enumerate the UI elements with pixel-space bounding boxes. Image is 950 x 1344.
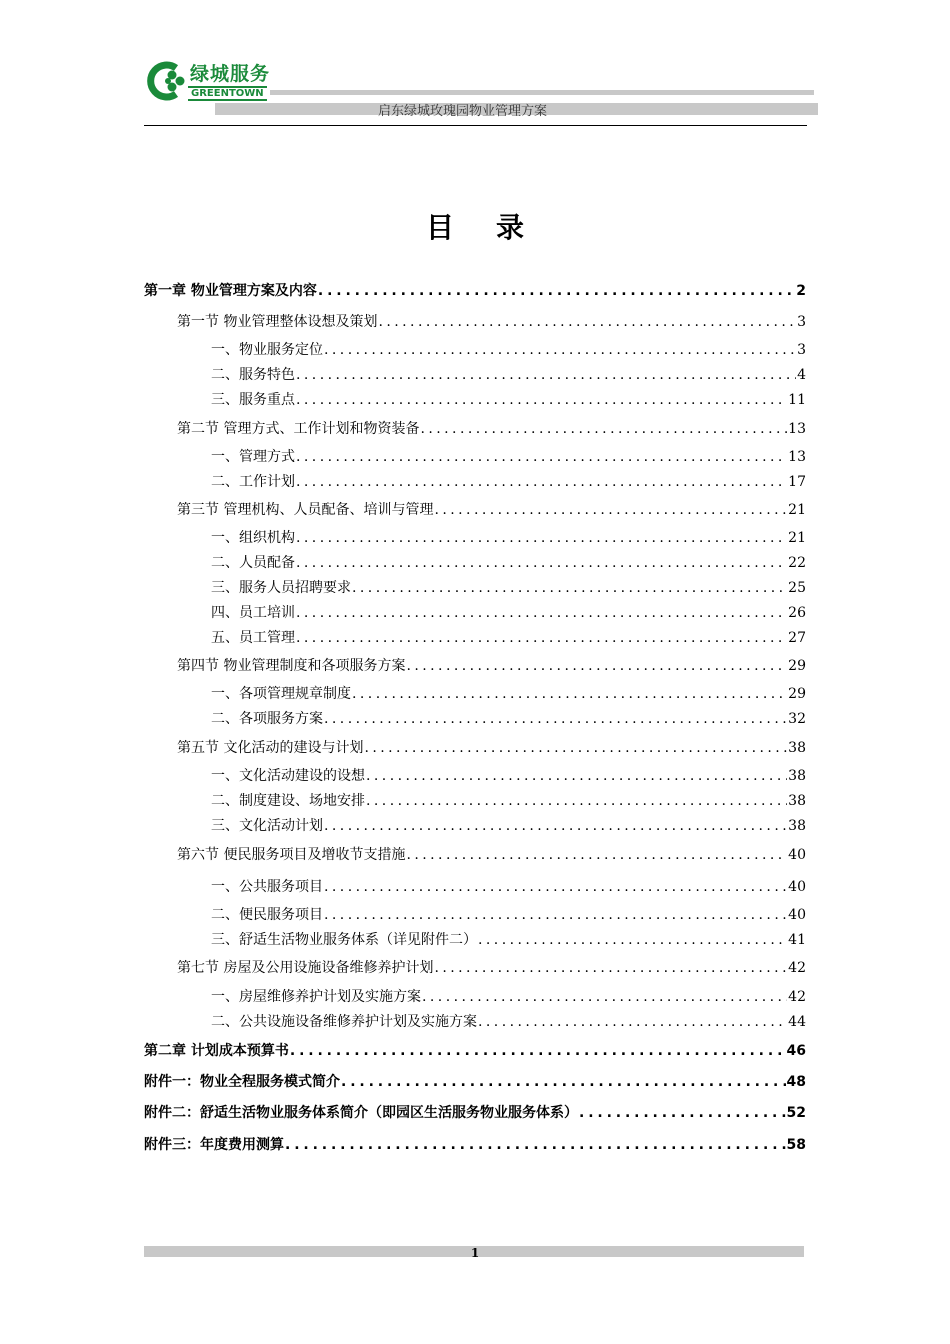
toc-leader-dots xyxy=(405,656,787,676)
toc-entry[interactable] xyxy=(177,312,806,332)
toc-entry-label: 四、员工培训 xyxy=(211,605,295,621)
toc-entry-page: 46 xyxy=(786,1043,806,1059)
toc-entry-page: 38 xyxy=(788,793,806,809)
toc-entry-label: 第五节 文化活动的建设与计划 xyxy=(177,740,364,756)
toc-entry[interactable] xyxy=(211,603,806,623)
toc-entry-label: 第一章 物业管理方案及内容 xyxy=(144,283,317,299)
toc-entry[interactable] xyxy=(211,628,806,648)
toc-leader-dots xyxy=(323,816,787,836)
toc-entry[interactable] xyxy=(144,1041,806,1061)
toc-entry-label: 三、文化活动计划 xyxy=(211,818,323,834)
toc-entry-page: 3 xyxy=(797,342,806,358)
toc-entry-page: 58 xyxy=(786,1137,806,1153)
toc-entry-label: 一、房屋维修养护计划及实施方案 xyxy=(211,989,421,1005)
toc-entry-label: 第一节 物业管理整体设想及策划 xyxy=(177,314,378,330)
toc-entry-label: 二、服务特色 xyxy=(211,367,295,383)
toc-entry[interactable] xyxy=(211,528,806,548)
toc-entry-page: 38 xyxy=(788,740,806,756)
toc-entry-label: 二、人员配备 xyxy=(211,555,295,571)
toc-entry-page: 42 xyxy=(788,989,806,1005)
toc-entry-page: 17 xyxy=(788,474,806,490)
toc-entry-page: 4 xyxy=(797,367,806,383)
toc-entry-page: 22 xyxy=(788,555,806,571)
toc-entry[interactable] xyxy=(211,791,806,811)
toc-title: 目录 xyxy=(425,211,566,244)
toc-leader-dots xyxy=(295,447,787,467)
toc-entry-page: 29 xyxy=(788,658,806,674)
toc-entry[interactable] xyxy=(211,1012,806,1032)
toc-entry[interactable] xyxy=(211,987,806,1007)
toc-entry-label: 二、各项服务方案 xyxy=(211,711,323,727)
toc-leader-dots xyxy=(295,528,787,548)
toc-entry-label: 一、公共服务项目 xyxy=(211,879,323,895)
toc-leader-dots xyxy=(405,845,787,865)
toc-entry-page: 3 xyxy=(797,314,806,330)
toc-entry[interactable] xyxy=(144,1135,806,1155)
toc-entry[interactable] xyxy=(211,766,806,786)
toc-entry-label: 第二章 计划成本预算书 xyxy=(144,1043,289,1059)
toc-entry-page: 21 xyxy=(788,502,806,518)
toc-entry[interactable] xyxy=(211,472,806,492)
toc-leader-dots xyxy=(363,738,787,758)
toc-entry-label: 二、便民服务项目 xyxy=(211,907,323,923)
toc-leader-dots xyxy=(365,766,787,786)
toc-leader-dots xyxy=(295,628,787,648)
toc-leader-dots xyxy=(477,930,787,950)
toc-leader-dots xyxy=(323,877,787,897)
clover-logo-icon xyxy=(146,60,188,102)
toc-leader-dots xyxy=(365,791,787,811)
toc-entry-label: 一、物业服务定位 xyxy=(211,342,323,358)
toc-leader-dots xyxy=(295,603,787,623)
toc-entry-page: 40 xyxy=(788,879,806,895)
toc-leader-dots xyxy=(323,709,787,729)
toc-entry-label: 第六节 便民服务项目及增收节支措施 xyxy=(177,847,406,863)
toc-entry-label: 一、管理方式 xyxy=(211,449,295,465)
toc-entry[interactable] xyxy=(177,845,806,865)
toc-entry[interactable] xyxy=(211,390,806,410)
toc-entry[interactable] xyxy=(177,958,806,978)
toc-entry-label: 第二节 管理方式、工作计划和物资装备 xyxy=(177,421,420,437)
toc-entry-label: 三、舒适生活物业服务体系（详见附件二） xyxy=(211,932,477,948)
toc-entry-page: 42 xyxy=(788,960,806,976)
toc-leader-dots xyxy=(351,684,787,704)
toc-entry-page: 26 xyxy=(788,605,806,621)
toc-entry-page: 13 xyxy=(788,449,806,465)
toc-entry[interactable] xyxy=(144,1072,806,1092)
toc-entry-page: 44 xyxy=(788,1014,806,1030)
toc-entry-label: 二、制度建设、场地安排 xyxy=(211,793,365,809)
toc-entry-page: 40 xyxy=(788,847,806,863)
toc-entry-label: 三、服务重点 xyxy=(211,392,295,408)
toc-leader-dots xyxy=(317,281,795,301)
toc-leader-dots xyxy=(421,987,787,1007)
toc-entry[interactable] xyxy=(211,877,806,897)
toc-leader-dots xyxy=(323,905,787,925)
toc-entry-page: 48 xyxy=(786,1074,806,1090)
toc-entry-label: 附件一：物业全程服务模式简介 xyxy=(144,1074,340,1090)
logo-text: 绿城服务 xyxy=(190,63,271,85)
toc-entry[interactable] xyxy=(177,500,806,520)
greentown-logo xyxy=(146,58,276,104)
header-document-title: 启东绿城玫瑰园物业管理方案 xyxy=(378,104,548,119)
toc-leader-dots xyxy=(340,1072,786,1092)
toc-entry-page: 38 xyxy=(788,818,806,834)
toc-entry[interactable] xyxy=(211,578,806,598)
toc-leader-dots xyxy=(419,419,787,439)
header-bar-top xyxy=(270,90,814,95)
toc-entry-page: 32 xyxy=(788,711,806,727)
toc-entry[interactable] xyxy=(211,930,806,950)
toc-entry[interactable] xyxy=(211,905,806,925)
toc-entry[interactable] xyxy=(211,340,806,360)
toc-leader-dots xyxy=(295,472,787,492)
toc-leader-dots xyxy=(433,958,787,978)
toc-leader-dots xyxy=(289,1041,786,1061)
toc-entry-label: 第七节 房屋及公用设施设备维修养护计划 xyxy=(177,960,434,976)
toc-entry-label: 一、组织机构 xyxy=(211,530,295,546)
toc-entry-label: 一、各项管理规章制度 xyxy=(211,686,351,702)
toc-entry-page: 25 xyxy=(788,580,806,596)
toc-entry-page: 13 xyxy=(788,421,806,437)
toc-leader-dots xyxy=(351,578,787,598)
toc-entry-label: 附件二：舒适生活物业服务体系简介（即园区生活服务物业服务体系） xyxy=(144,1105,578,1121)
toc-leader-dots xyxy=(323,340,796,360)
toc-entry[interactable] xyxy=(144,1103,806,1123)
toc-leader-dots xyxy=(295,365,796,385)
toc-entry[interactable] xyxy=(211,816,806,836)
toc-entry-page: 38 xyxy=(788,768,806,784)
toc-entry[interactable] xyxy=(177,738,806,758)
toc-leader-dots xyxy=(295,390,787,410)
toc-entry[interactable] xyxy=(144,281,806,301)
toc-leader-dots xyxy=(477,1012,787,1032)
toc-leader-dots xyxy=(295,553,787,573)
toc-entry[interactable] xyxy=(177,419,806,439)
footer-page-number: 1 xyxy=(470,1246,480,1260)
toc-entry-label: 第四节 物业管理制度和各项服务方案 xyxy=(177,658,406,674)
logo-subtext: GREENTOWN xyxy=(188,86,267,101)
toc-entry[interactable] xyxy=(211,709,806,729)
toc-entry-label: 五、员工管理 xyxy=(211,630,295,646)
toc-entry-page: 27 xyxy=(788,630,806,646)
toc-entry-page: 21 xyxy=(788,530,806,546)
toc-entry-page: 11 xyxy=(788,392,806,408)
header-divider xyxy=(144,125,807,126)
toc-entry-label: 一、文化活动建设的设想 xyxy=(211,768,365,784)
toc-entry[interactable] xyxy=(211,553,806,573)
toc-entry-page: 40 xyxy=(788,907,806,923)
toc-entry-label: 附件三：年度费用测算 xyxy=(144,1137,284,1153)
toc-entry-label: 第三节 管理机构、人员配备、培训与管理 xyxy=(177,502,434,518)
toc-leader-dots xyxy=(377,312,796,332)
toc-leader-dots xyxy=(433,500,787,520)
toc-entry-label: 三、服务人员招聘要求 xyxy=(211,580,351,596)
toc-entry-page: 41 xyxy=(788,932,806,948)
toc-leader-dots xyxy=(284,1135,786,1155)
toc-entry[interactable] xyxy=(177,656,806,676)
toc-entry[interactable] xyxy=(211,447,806,467)
toc-entry[interactable] xyxy=(211,684,806,704)
toc-entry[interactable] xyxy=(211,365,806,385)
toc-entry-page: 52 xyxy=(786,1105,806,1121)
toc-leader-dots xyxy=(578,1103,786,1123)
toc-entry-page: 29 xyxy=(788,686,806,702)
toc-entry-page: 2 xyxy=(796,283,806,299)
toc-entry-label: 二、工作计划 xyxy=(211,474,295,490)
toc-entry-label: 二、公共设施设备维修养护计划及实施方案 xyxy=(211,1014,477,1030)
